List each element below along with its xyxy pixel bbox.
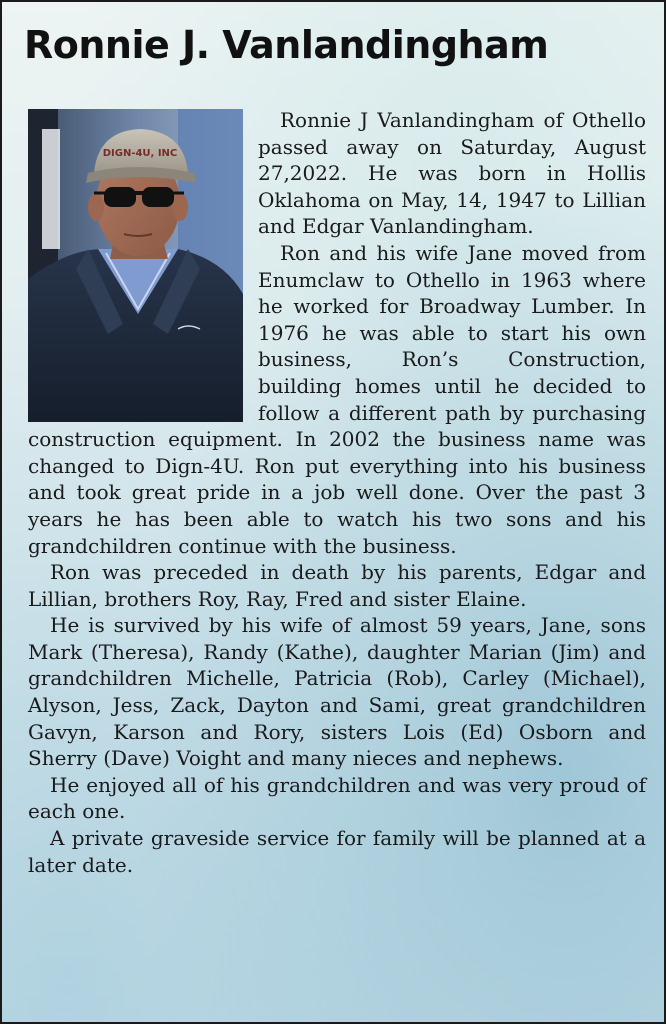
obituary-paragraph: He enjoyed all of his grandchildren and was very proud of each one. xyxy=(28,772,646,824)
obituary-body xyxy=(28,107,646,878)
obituary-paragraph: Ron was preceded in death by his parents, Edgar and Lillian, brothers Roy, Ray, Fred and sister Elaine. xyxy=(28,560,646,611)
cap-logo-text: DIGN-4U, INC xyxy=(102,148,178,159)
obituary-paragraph: A private graveside service for family will be planned at a later date. xyxy=(28,826,646,877)
obituary-paragraph: Ron and his wife Jane moved from Enumclaw to Othello in 1963 where he worked for Broadway Lumber. In 1976 he was able to start his own business, Ron’s Construction, building homes until he decided to follow a different path by purchasing construction equipment. In 2002 the business name was changed to Dign-4U. Ron put everything into his business and took great pride in a job well done. Over the past 3 years he has been able to watch his two sons and his grandchildren continue with the business. xyxy=(28,240,646,558)
obituary-paragraph: Ronnie J Vanlandingham of Othello passed away on Saturday, August 27,2022. He was born in Hollis Oklahoma on May, 14, 1947 to Lillian and Edgar Vanlandingham. xyxy=(258,108,646,239)
obituary-paragraph: He is survived by his wife of almost 59 years, Jane, sons Mark (Theresa), Randy (Kathe), daughter Marian (Jim) and grandchildren Michelle, Patricia (Rob), Carley (Michael), Alyson, Jess, Zack, Dayton and Sami, great grandchildren Gavyn, Karson and Rory, sisters Lois (Ed) Osborn and Sherry (Dave) Voight and many nieces and nephews. xyxy=(28,613,646,771)
obituary-title: Ronnie J. Vanlandingham xyxy=(24,23,549,67)
photo-float-spacer xyxy=(28,107,243,425)
